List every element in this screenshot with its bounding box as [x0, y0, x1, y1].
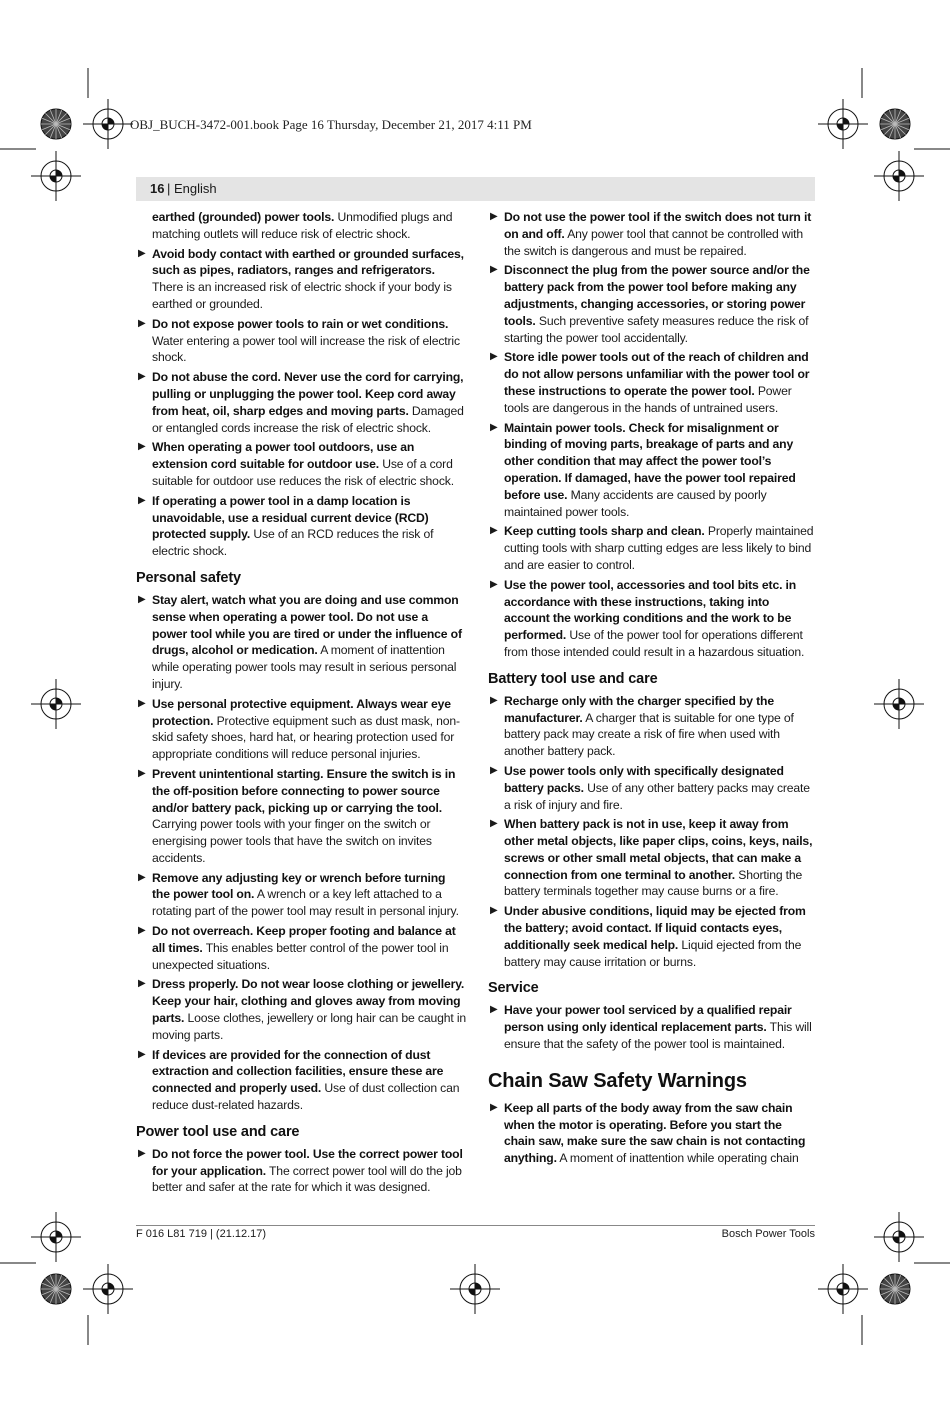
list-item [488, 420, 816, 521]
item-bold-text: earthed (grounded) power tools. [152, 210, 335, 224]
bullet-list [488, 209, 816, 661]
list-item [136, 766, 466, 867]
list-item [136, 696, 466, 763]
item-text: A charger that is suitable for one type of battery pack may create a risk of fire when used with another battery pack. [504, 710, 794, 759]
list-item [136, 369, 466, 436]
bullet-arrow-icon: ▶ [490, 1101, 498, 1113]
item-text: A moment of inattention while operating power tools may result in serious personal injury. [152, 643, 457, 691]
bullet-arrow-icon: ▶ [490, 211, 498, 222]
list-item [488, 209, 816, 259]
bullet-list [488, 1002, 816, 1052]
item-text: Protective equipment such as dust mask, non-skid safety shoes, hard hat, or hearing protection used for appropriate conditions will reduce personal injuries. [152, 713, 460, 762]
bullet-arrow-icon: ▶ [490, 525, 498, 537]
item-bold-text: Store idle power tools out of the reach of children and do not allow persons unfamiliar with the power tool or these instructions to operate the power tool. [504, 350, 810, 398]
item-text: Unmodified plugs and matching outlets will reduce risk of electric shock. [152, 210, 453, 241]
bullet-arrow-icon: ▶ [138, 697, 146, 709]
item-text: Use of the power tool for operations different from those intended could result in a hazardous situation. [504, 628, 805, 659]
item-text: Loose clothes, jewellery or long hair can be caught in moving parts. [152, 1011, 467, 1042]
registration-mark-icon [31, 151, 81, 201]
item-text: Water entering a power tool will increase the risk of electric shock. [152, 333, 460, 365]
list-item [136, 923, 466, 973]
list-item [488, 903, 816, 970]
bullet-arrow-icon: ▶ [490, 694, 498, 706]
registration-mark-icon [450, 1264, 500, 1314]
item-text: This enables better control of the power tool in unexpected situations. [152, 940, 449, 972]
item-text: Shorting the battery terminals together may cause burns or a fire. [504, 867, 803, 899]
page-header [136, 177, 815, 201]
item-text: A wrench or a key left attached to a rotating part of the power tool may result in personal injury. [152, 887, 459, 919]
language-label: | English [167, 181, 217, 196]
list-item [488, 262, 816, 346]
bullet-arrow-icon: ▶ [490, 818, 498, 830]
item-bold-text: Disconnect the plug from the power source and/or the battery pack from the power tool before making any adjustments, changing accessories, or storing power tools. [504, 263, 810, 328]
item-bold-text: Do not force the power tool. Use the correct power tool for your application. [152, 1146, 463, 1178]
left-column [136, 209, 466, 1199]
registration-mark-icon [31, 679, 81, 729]
bullet-arrow-icon: ▶ [490, 1004, 498, 1016]
item-bold-text: Use the power tool, accessories and tool bits etc. in accordance with these instructions, taking into account the working conditions and the work to be performed. [504, 577, 797, 643]
item-bold-text: Under abusive conditions, liquid may be ejected from the battery; avoid contact. If liquid contacts eyes, additionally seek medical help. [504, 904, 806, 952]
section-title-service: Service [488, 980, 539, 997]
item-text: Liquid ejected from the battery may cause irritation or burns. [504, 937, 802, 969]
registration-mark-icon [83, 1264, 133, 1314]
bullet-arrow-icon: ▶ [138, 1147, 146, 1159]
bullet-list [136, 1146, 466, 1196]
list-item [136, 1047, 466, 1114]
item-text: Use of dust collection can reduce dust-related hazards. [152, 1081, 460, 1113]
starburst-mark-icon [880, 1274, 910, 1304]
item-bold-text: Keep all parts of the body away from the saw chain when the motor is operating. Before you start the chain saw, make sure the saw chain is not contacting anything. [504, 1100, 806, 1166]
registration-mark-icon [874, 151, 924, 201]
section-title-power-tool-use: Power tool use and care [136, 1123, 300, 1140]
list-item [136, 246, 466, 313]
bullet-arrow-icon: ▶ [138, 247, 146, 259]
registration-mark-icon [874, 1212, 924, 1262]
item-bold-text: Prevent unintentional starting. Ensure the switch is in the off-position before connecting to power source and/or battery pack, picking up or carrying the tool. [152, 766, 456, 815]
bullet-list [136, 246, 466, 560]
item-text: Damaged or entangled cords increase the risk of electric shock. [152, 403, 464, 435]
registration-mark-icon [83, 99, 133, 149]
footer-divider [136, 1225, 815, 1226]
item-text: Use of an RCD reduces the risk of electric shock. [152, 527, 434, 559]
bullet-arrow-icon: ▶ [138, 871, 146, 883]
page-number: 16 [150, 181, 165, 196]
print-job-info: OBJ_BUCH-3472-001.book Page 16 Thursday, December 21, 2017 4:11 PM [130, 117, 532, 132]
section-title-battery: Battery tool use and care [488, 670, 658, 687]
item-bold-text: When battery pack is not in use, keep it away from other metal objects, like paper clips, coins, keys, nails, screws or other small metal objects, that can make a connection from one terminal to another. [504, 817, 813, 882]
list-item [136, 976, 466, 1043]
item-bold-text: If devices are provided for the connection of dust extraction and collection facilities, ensure these are connected and properly used. [152, 1047, 444, 1096]
bullet-arrow-icon: ▶ [138, 1048, 146, 1060]
bullet-arrow-icon: ▶ [490, 578, 498, 590]
item-bold-text: Use personal protective equipment. Always wear eye protection. [152, 696, 451, 728]
list-item [488, 349, 816, 416]
bullet-arrow-icon: ▶ [138, 978, 146, 990]
bullet-list [488, 693, 816, 971]
item-bold-text: Avoid body contact with earthed or grounded surfaces, such as pipes, radiators, ranges and refrigerators. [152, 246, 464, 278]
bullet-list [488, 1100, 816, 1167]
item-text: There is an increased risk of electric shock if your body is earthed or grounded. [152, 280, 452, 311]
item-bold-text: Remove any adjusting key or wrench before turning the power tool on. [152, 870, 446, 902]
registration-mark-icon [874, 679, 924, 729]
list-item [488, 523, 816, 573]
list-item [488, 577, 816, 661]
registration-mark-icon [818, 99, 868, 149]
bullet-arrow-icon: ▶ [138, 494, 146, 506]
list-item [136, 592, 466, 693]
list-item [136, 870, 466, 920]
item-bold-text: Dress properly. Do not wear loose clothing or jewellery. Keep your hair, clothing and gloves away from moving parts. [152, 977, 465, 1026]
bullet-arrow-icon: ▶ [138, 317, 146, 329]
item-text: Use of any other battery packs may create a risk of injury and fire. [504, 780, 810, 812]
chapter-title-chain-saw: Chain Saw Safety Warnings [488, 1069, 747, 1092]
item-bold-text: Have your power tool serviced by a qualified repair person using only identical replacement parts. [504, 1003, 792, 1035]
bullet-arrow-icon: ▶ [138, 371, 146, 383]
list-item [136, 1146, 466, 1196]
registration-mark-icon [31, 1212, 81, 1262]
bullet-arrow-icon: ▶ [138, 441, 146, 453]
item-bold-text: Use power tools only with specifically designated battery packs. [504, 763, 784, 795]
item-text: This will ensure that the safety of the power tool is maintained. [504, 1020, 812, 1052]
list-item [136, 316, 466, 366]
bullet-arrow-icon: ▶ [138, 593, 146, 605]
item-bold-text: Do not use the power tool if the switch does not turn it on and off. [504, 210, 812, 241]
item-text: Such preventive safety measures reduce the risk of starting the power tool accidentally. [504, 313, 809, 345]
starburst-mark-icon [880, 109, 910, 139]
item-text: The correct power tool will do the job better and safer at the rate for which it was designed. [152, 1163, 462, 1195]
item-bold-text: Stay alert, watch what you are doing and use common sense when operating a power tool. Do not use a power tool while you are tired or under the influence of drugs, alcohol or medication. [152, 592, 462, 658]
list-item [488, 1002, 816, 1052]
section-title-personal-safety: Personal safety [136, 569, 241, 586]
bullet-arrow-icon: ▶ [490, 421, 498, 433]
list-item [488, 763, 816, 813]
item-bold-text: Do not overreach. Keep proper footing and balance at all times. [152, 924, 456, 955]
bullet-arrow-icon: ▶ [138, 767, 146, 779]
item-text: Properly maintained cutting tools with sharp cutting edges are less likely to bind and are easier to control. [504, 524, 814, 572]
starburst-mark-icon [41, 109, 71, 139]
starburst-mark-icon [41, 1274, 71, 1304]
item-bold-text: Keep cutting tools sharp and clean. [504, 524, 705, 539]
bullet-list [136, 592, 466, 1114]
item-text: A moment of inattention while operating chain [556, 1151, 799, 1166]
item-text: Power tools are dangerous in the hands of untrained users. [504, 383, 792, 415]
item-text: Carrying power tools with your finger on the switch or energising power tools that have the switch on invites accidents. [152, 817, 432, 865]
bullet-arrow-icon: ▶ [490, 264, 498, 276]
item-text: Any power tool that cannot be controlled with the switch is dangerous and must be repaired. [504, 226, 803, 258]
item-text: Use of a cord suitable for outdoor use reduces the risk of electric shock. [152, 457, 454, 488]
footer-brand: Bosch Power Tools [721, 1228, 815, 1240]
registration-mark-icon [818, 1264, 868, 1314]
list-item [136, 439, 466, 489]
list-item [488, 1100, 816, 1167]
continued-item [136, 209, 466, 243]
item-text: Many accidents are caused by poorly maintained power tools. [504, 487, 767, 519]
right-column [488, 209, 816, 1170]
item-bold-text: Do not abuse the cord. Never use the cord for carrying, pulling or unplugging the power tool. Keep cord away from heat, oil, sharp edges and moving parts. [152, 370, 464, 418]
list-item [488, 693, 816, 760]
list-item [488, 816, 816, 900]
bullet-arrow-icon: ▶ [490, 905, 498, 917]
item-bold-text: Recharge only with the charger specified by the manufacturer. [504, 693, 774, 725]
item-bold-text: When operating a power tool outdoors, use an extension cord suitable for outdoor use. [152, 440, 415, 472]
bullet-arrow-icon: ▶ [138, 925, 146, 937]
list-item [136, 493, 466, 560]
bullet-arrow-icon: ▶ [490, 351, 498, 363]
item-bold-text: If operating a power tool in a damp location is unavoidable, use a residual current device (RCD) protected supply. [152, 493, 429, 542]
footer-doc-code: F 016 L81 719 | (21.12.17) [136, 1228, 267, 1240]
item-bold-text: Do not expose power tools to rain or wet conditions. [152, 316, 449, 331]
bullet-arrow-icon: ▶ [490, 764, 498, 776]
item-bold-text: Maintain power tools. Check for misalignment or binding of moving parts, breakage of parts and any other condition that may affect the power tool’s operation. If damaged, have the power tool repaired before use. [504, 420, 796, 502]
